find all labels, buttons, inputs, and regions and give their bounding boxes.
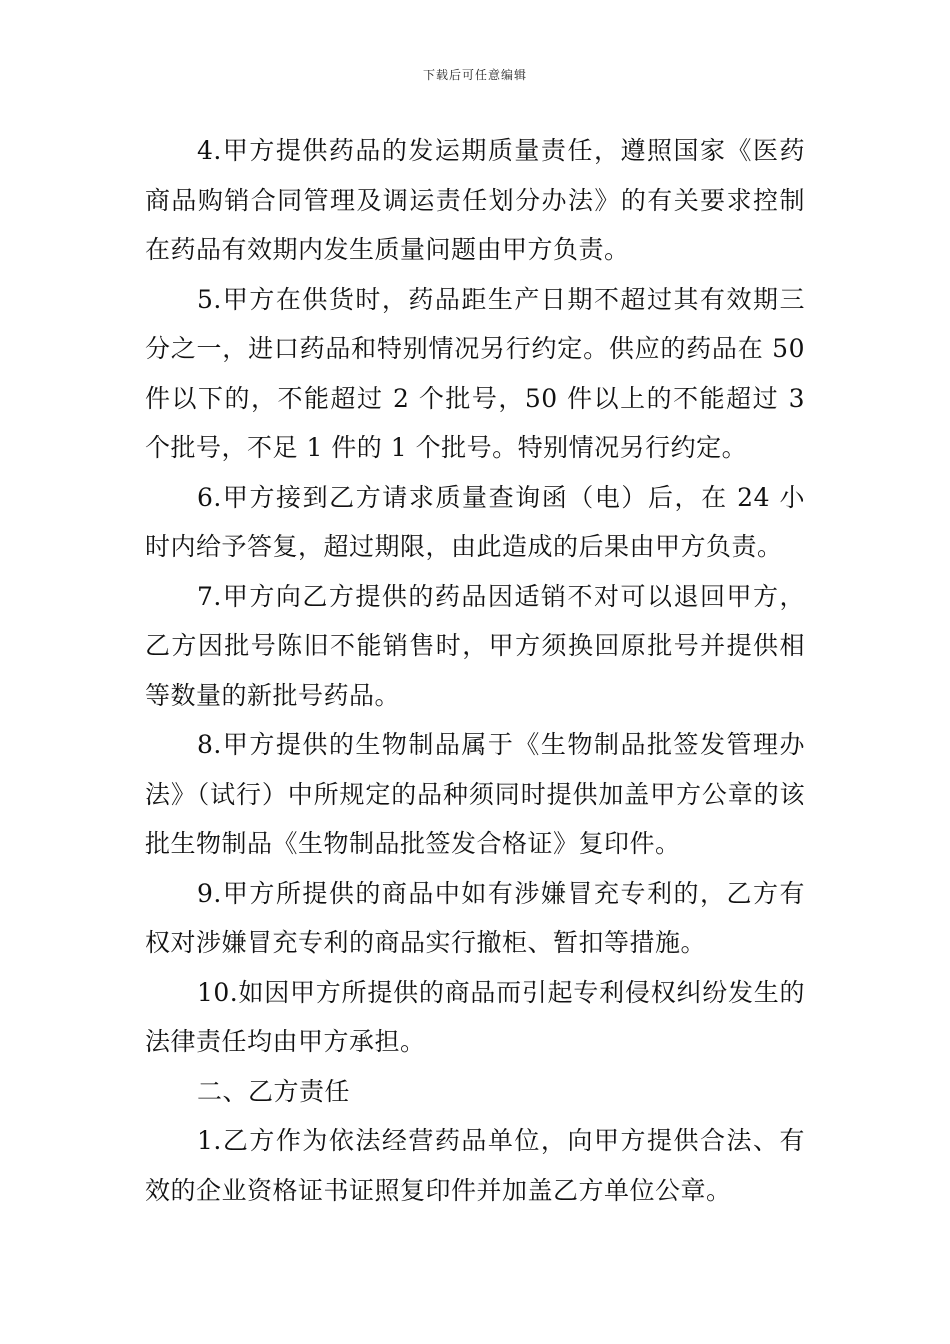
party-b-clause-1-paragraph: 1.乙方作为依法经营药品单位，向甲方提供合法、有效的企业资格证书证照复印件并加盖乙方单位公章。 — [145, 1126, 805, 1205]
clause-4-paragraph: 4.甲方提供药品的发运期质量责任，遵照国家《医药商品购销合同管理及调运责任划分办法》的有关要求控制在药品有效期内发生质量问题由甲方负责。 — [145, 136, 805, 264]
section-heading-party-b: 二、乙方责任 — [197, 1076, 351, 1106]
clause-7-paragraph: 7.甲方向乙方提供的药品因适销不对可以退回甲方，乙方因批号陈旧不能销售时，甲方须换回原批号并提供相等数量的新批号药品。 — [145, 581, 805, 710]
clause-9-paragraph: 9.甲方所提供的商品中如有涉嫌冒充专利的，乙方有权对涉嫌冒充专利的商品实行撤柜、暂扣等措施。 — [145, 878, 805, 957]
clause-8-paragraph: 8.甲方提供的生物制品属于《生物制品批签发管理办法》（试行）中所规定的品种须同时提供加盖甲方公章的该批生物制品《生物制品批签发合格证》复印件。 — [145, 730, 805, 858]
clause-10-paragraph: 10.如因甲方所提供的商品而引起专利侵权纠纷发生的法律责任均由甲方承担。 — [145, 977, 805, 1056]
document-body — [145, 126, 805, 1215]
page-header-note: 下载后可任意编辑 — [422, 68, 527, 82]
clause-6-paragraph: 6.甲方接到乙方请求质量查询函（电）后，在 24 小时内给予答复，超过期限，由此造成的后果由甲方负责。 — [145, 482, 805, 561]
clause-5-paragraph: 5.甲方在供货时，药品距生产日期不超过其有效期三分之一，进口药品和特别情况另行约定。供应的药品在 50 件以下的，不能超过 2 个批号，50 件以上的不能超过 3 个批号，不足 1 件的 1 个批号。特别情况另行约定。 — [145, 284, 805, 462]
